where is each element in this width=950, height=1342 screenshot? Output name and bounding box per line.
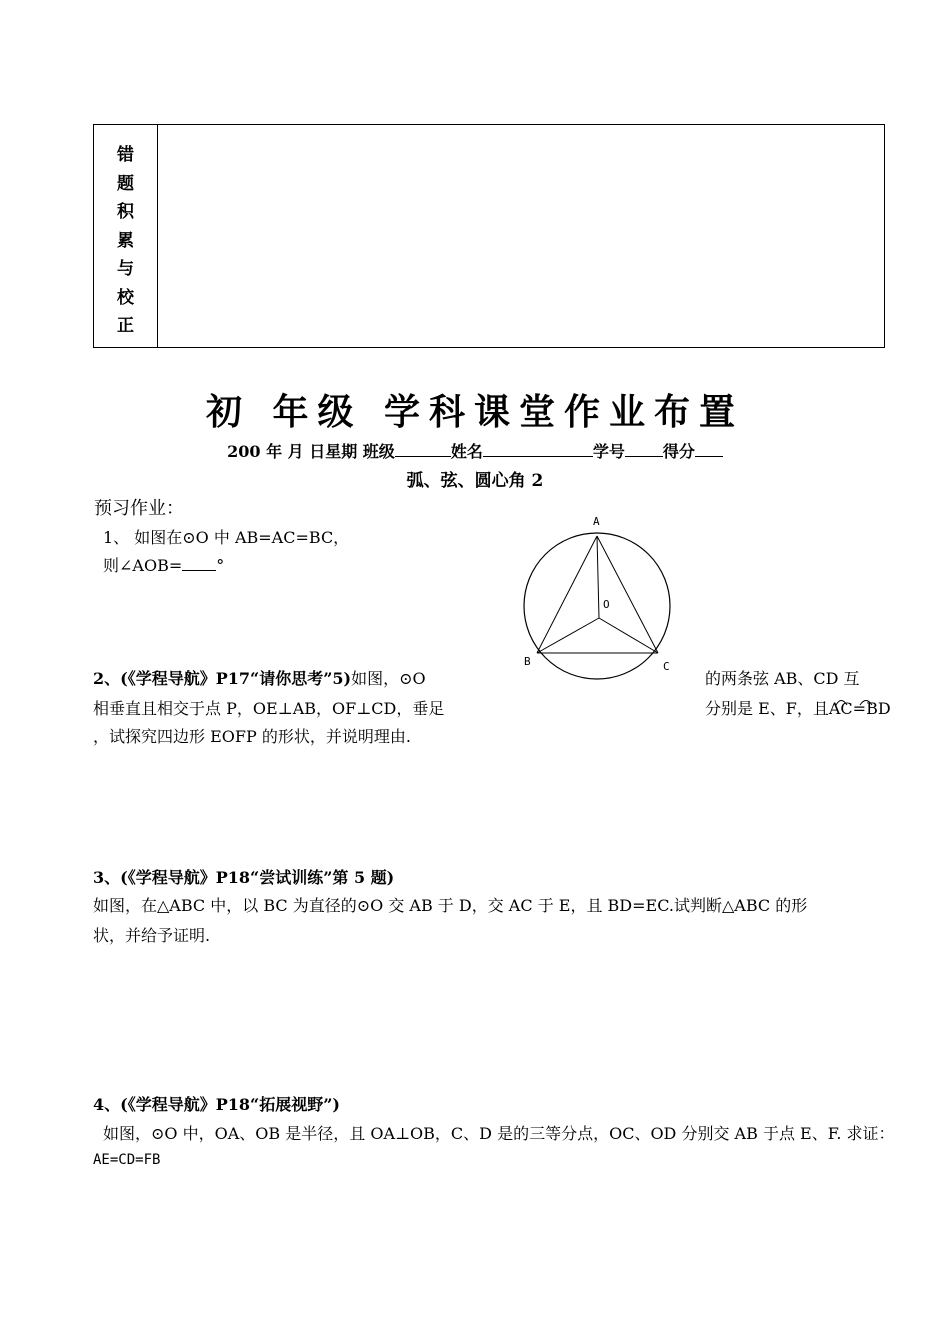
q2-line1-right: 的两条弦 AB、CD 互 — [705, 669, 860, 688]
class-blank — [395, 442, 451, 457]
q1-suffix: ° — [216, 556, 225, 575]
circle-triangle-figure — [515, 510, 690, 685]
arc-bd-mark — [860, 701, 872, 706]
q4-line1: 如图，⊙O 中，OA、OB 是半径，且 OA⊥OB，C、D 是的三等分点，OC、OD 分别交 AB 于点 E、F. 求证： — [103, 1124, 895, 1143]
q2-line1-left — [93, 666, 426, 689]
point-a-label: A — [593, 515, 600, 528]
id-blank — [625, 442, 663, 457]
id-label: 学号 — [592, 442, 625, 461]
name-label: 姓名 — [450, 442, 483, 461]
q1-answer-blank — [182, 556, 216, 571]
point-o-label: O — [603, 598, 610, 611]
arc-marks — [835, 691, 873, 701]
label-char: 正 — [117, 316, 134, 336]
label-char: 题 — [117, 173, 134, 194]
q3-line2: 状，并给予证明. — [93, 926, 211, 945]
q2-line2-right: 分别是 E、F，且AC=BD — [705, 699, 891, 718]
q4-reference: 4、(《学程导航》P18“拓展视野”) — [93, 1095, 340, 1114]
section-heading: 预习作业： — [94, 498, 184, 519]
q3-line1: 如图，在△ABC 中，以 BC 为直径的⊙O 交 AB 于 D，交 AC 于 E，且 BD=EC.试判断△ABC 的形 — [93, 896, 808, 915]
q2-line2-left: 相垂直且相交于点 P，OE⊥AB，OF⊥CD，垂足 — [93, 699, 445, 718]
q4-line2: AE=CD=FB — [93, 1152, 161, 1168]
label-char: 校 — [117, 287, 134, 308]
point-c-label: C — [663, 660, 670, 673]
error-box-label — [94, 125, 158, 347]
segment-oa — [597, 536, 599, 618]
arc-ac-mark — [836, 701, 847, 706]
q2-line3: ，试探究四边形 EOFP 的形状，并说明理由. — [93, 727, 411, 746]
page-title: 初 年级 学科课堂作业布置 — [205, 391, 745, 433]
label-char: 错 — [117, 145, 134, 165]
q2-reference: 2、(《学程导航》P17“请你思考”5) — [93, 669, 352, 688]
info-line — [0, 439, 950, 462]
score-label: 得分 — [662, 442, 695, 461]
score-blank — [695, 442, 723, 457]
q1-prefix: 则∠AOB= — [103, 556, 183, 575]
error-correction-box — [93, 124, 885, 348]
lesson-subtitle: 弧、弦、圆心角 2 — [406, 471, 544, 491]
q1-line2 — [103, 553, 224, 576]
date-label: 200 年 月 日星期 班级 — [227, 442, 395, 461]
q2-text-a: 如图，⊙O — [351, 669, 426, 688]
label-char: 累 — [117, 230, 134, 251]
q3-reference: 3、(《学程导航》P18“尝试训练”第 5 题) — [93, 868, 395, 887]
label-char: 与 — [117, 259, 134, 279]
name-blank — [483, 442, 593, 457]
arc-symbols — [835, 696, 873, 706]
point-b-label: B — [524, 655, 531, 668]
label-char: 积 — [117, 202, 134, 222]
q1-line1: 1、 如图在⊙O 中 AB=AC=BC， — [103, 528, 350, 547]
